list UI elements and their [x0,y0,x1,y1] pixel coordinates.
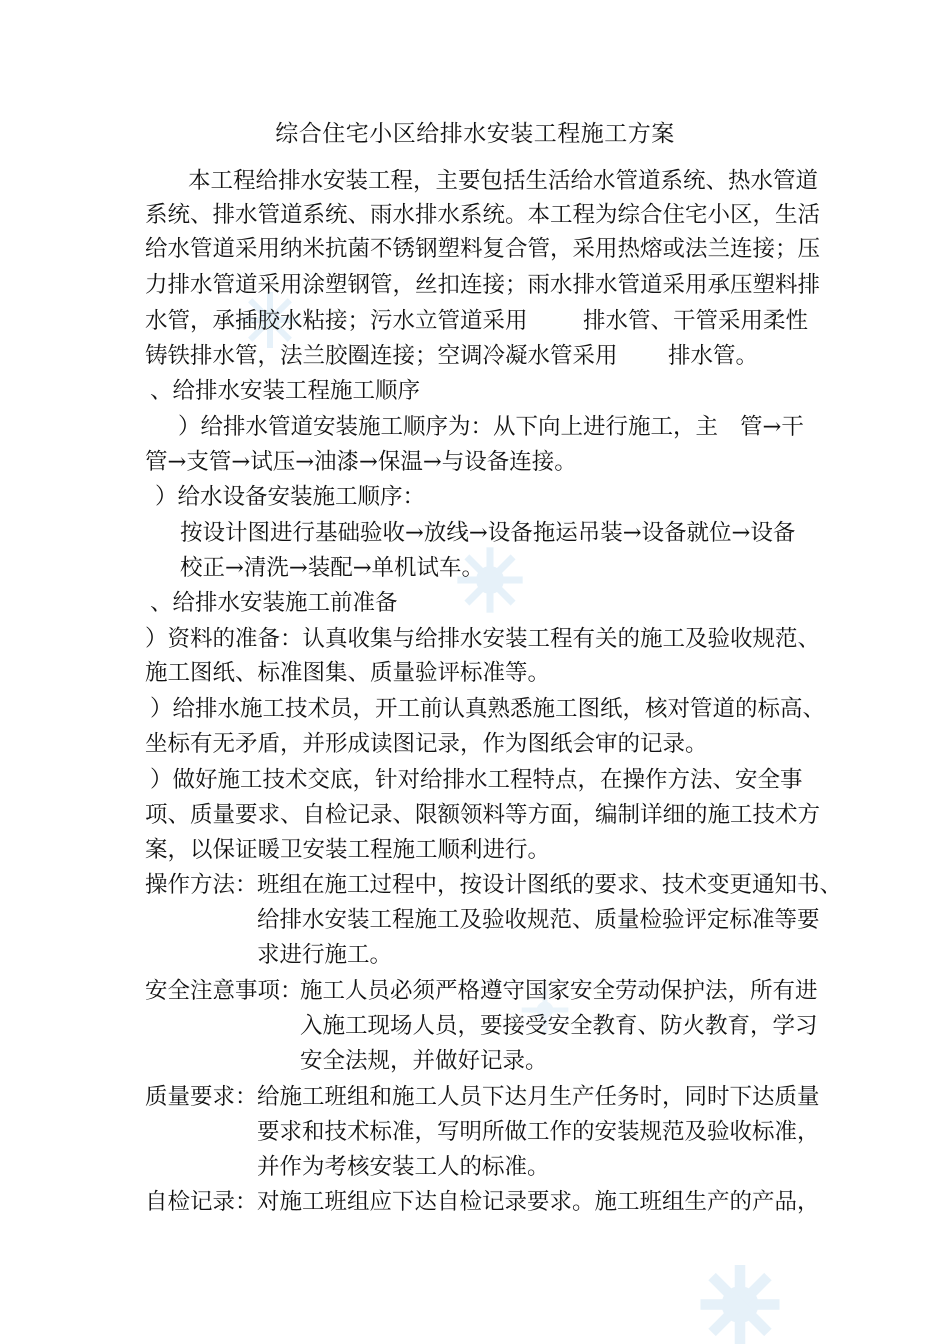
section-heading: 、给排水安装施工前准备 [150,590,398,616]
section-item-line: 施工图纸、标准图集、质量验评标准等。 [145,660,551,686]
section-item-line: ）给排水施工技术员，开工前认真熟悉施工图纸，核对管道的标高、 [150,696,826,722]
definition-label: 质量要求： [145,1084,258,1110]
definition-label: 自检记录： [145,1189,258,1215]
section-item-line: 管→支管→试压→油漆→保温→与设备连接。 [145,449,577,475]
section-item-line: ）资料的准备：认真收集与给排水安装工程有关的施工及验收规范、 [145,626,821,652]
intro-line: 系统、排水管道系统、雨水排水系统。本工程为综合住宅小区，生活 [145,202,821,228]
definition-text: 求进行施工。 [257,942,393,968]
section-heading: 、给排水安装工程施工顺序 [150,378,421,404]
document-title: 综合住宅小区给排水安装工程施工方案 [275,121,675,147]
intro-line: 铸铁排水管，法兰胶圈连接；空调冷凝水管采用 [145,343,618,369]
definition-text: 施工人员必须严格遵守国家安全劳动保护法，所有进 [300,978,818,1004]
section-item-line: ）给排水管道安装施工顺序为：从下向上进行施工，主 [178,414,719,440]
intro-line: 给水管道采用纳米抗菌不锈钢塑料复合管，采用热熔或法兰连接；压 [145,236,821,262]
definition-text: 对施工班组应下达自检记录要求。施工班组生产的产品， [257,1189,820,1215]
section-item-line: ）给水设备安装施工顺序： [155,484,426,510]
definition-text: 要求和技术标准，写明所做工作的安装规范及验收标准， [257,1119,820,1145]
intro-line: 排水管。 [668,343,759,369]
intro-line: 本工程给排水安装工程，主要包括生活给水管道系统、热水管道 [188,168,819,194]
watermark-snowflake-icon [700,1265,780,1344]
intro-line: 力排水管道采用涂塑钢管，丝扣连接；雨水排水管道采用承压塑料排 [145,272,821,298]
definition-text: 给排水安装工程施工及验收规范、质量检验评定标准等要 [257,907,820,933]
definition-text: 班组在施工过程中，按设计图纸的要求、技术变更通知书、 [257,872,843,898]
section-item-line: 校正→清洗→装配→单机试车。 [180,555,485,581]
definition-label: 操作方法： [145,872,258,898]
intro-line: 排水管、干管采用柔性 [583,308,809,334]
definition-label: 安全注意事项： [145,978,303,1004]
definition-text: 入施工现场人员，要接受安全教育、防火教育，学习 [300,1013,818,1039]
section-item-line: ）做好施工技术交底，针对给排水工程特点，在操作方法、安全事 [150,767,803,793]
section-item-line: 案，以保证暖卫安装工程施工顺利进行。 [145,837,551,863]
section-item-line: 按设计图进行基础验收→放线→设备拖运吊装→设备就位→设备 [180,520,796,546]
definition-text: 给施工班组和施工人员下达月生产任务时，同时下达质量 [257,1084,820,1110]
section-item-line: 坐标有无矛盾，并形成读图记录，作为图纸会审的记录。 [145,731,708,757]
section-item-line: 项、质量要求、自检记录、限额领料等方面，编制详细的施工技术方 [145,802,821,828]
intro-line: 水管，承插胶水粘接；污水立管道采用 [145,308,528,334]
definition-text: 并作为考核安装工人的标准。 [257,1154,550,1180]
section-item-line: 管→干 [740,414,804,440]
definition-text: 安全法规，并做好记录。 [300,1048,548,1074]
